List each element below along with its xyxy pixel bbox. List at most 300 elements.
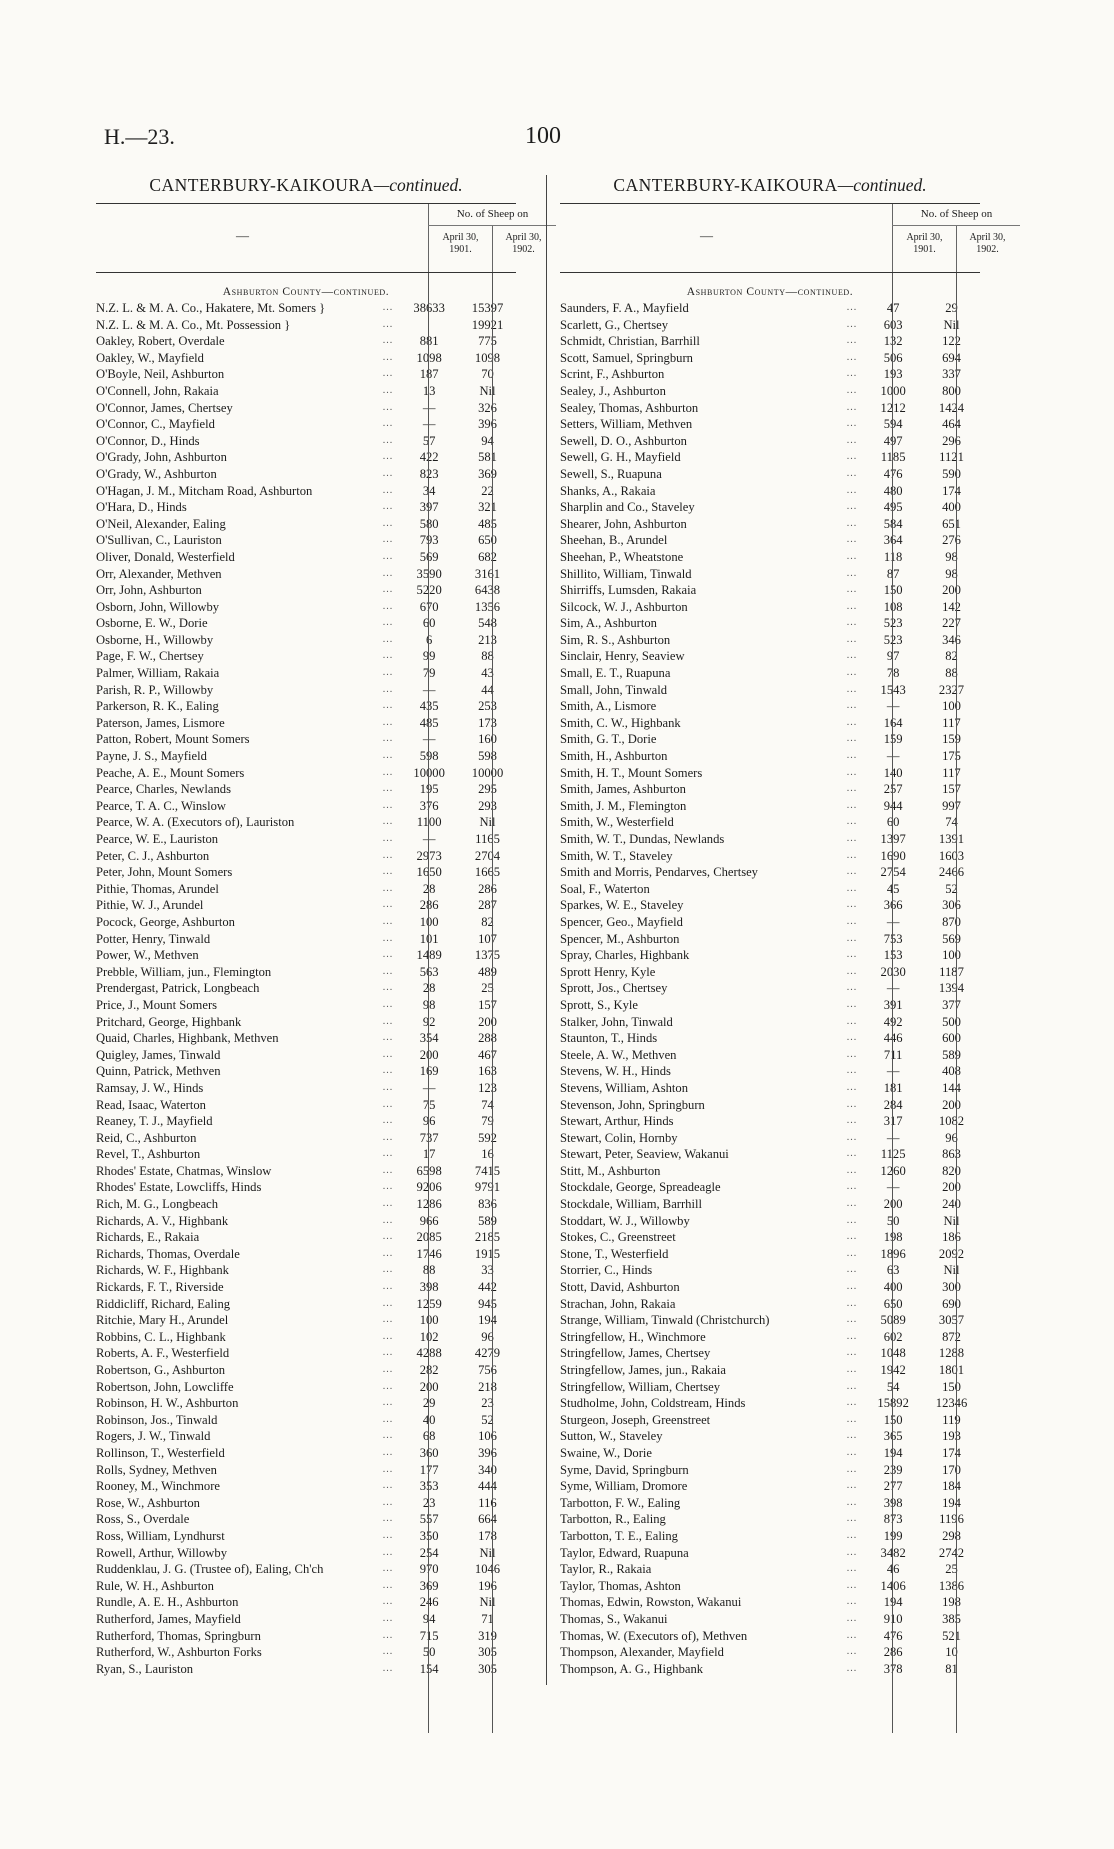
table-row <box>96 449 516 466</box>
sheep-1902-cell: 298 <box>942 1528 961 1543</box>
sheep-1902-cell: 1801 <box>938 1363 965 1377</box>
sheep-1902-cell: 276 <box>942 533 961 548</box>
leader-dots: ... <box>382 467 394 479</box>
owner-name: Rutherford, James, Mayfield <box>96 1612 244 1626</box>
owner-name: Robinson, Jos., Tinwald <box>96 1413 220 1427</box>
sheep-1902-cell: 300 <box>942 1280 961 1295</box>
owner-name: Osborn, John, Willowby <box>96 600 222 614</box>
sheep-1901-cell: 1125 <box>880 1147 906 1162</box>
sheep-1902-cell: 1356 <box>474 599 501 614</box>
owner-name: Smith, J. M., Flemington <box>560 799 689 813</box>
leader-dots: ... <box>846 1579 858 1591</box>
owner-name-cell <box>560 549 863 566</box>
table-row <box>560 765 980 782</box>
owner-name: Pithie, W. J., Arundel <box>96 898 206 912</box>
owner-name-cell <box>96 1014 399 1031</box>
sheep-1901-cell: 78 <box>886 666 900 681</box>
leader-dots: ... <box>382 1115 394 1127</box>
sheep-1902-cell: 288 <box>478 1031 497 1046</box>
owner-name: Setters, William, Methven <box>560 417 695 431</box>
sheep-1901-cell: 50 <box>886 1213 900 1228</box>
owner-name: Oliver, Donald, Westerfield <box>96 550 238 564</box>
leader-dots: ... <box>846 849 858 861</box>
sheep-1901-cell: 1000 <box>880 383 906 398</box>
april-1901-header: April 30, 1901. <box>906 232 943 255</box>
leader-dots: ... <box>846 1081 858 1093</box>
leader-dots: ... <box>846 401 858 413</box>
sheep-1902-cell: Nil <box>479 383 496 398</box>
sheep-1901-cell: — <box>422 832 436 846</box>
leader-dots: ... <box>846 866 858 878</box>
sheep-1901-cell: 1098 <box>416 350 442 365</box>
leader-dots: ... <box>846 1330 858 1342</box>
sheep-1901-cell: 177 <box>419 1462 439 1477</box>
table-row <box>560 1495 980 1512</box>
sheep-1902-cell: 194 <box>942 1495 961 1510</box>
sheep-1902-cell: 25 <box>945 1562 958 1577</box>
table-row <box>96 798 516 815</box>
table-row <box>560 897 980 914</box>
owner-name-cell <box>96 466 399 483</box>
table-row <box>560 466 980 483</box>
owner-name: Spencer, M., Ashburton <box>560 932 682 946</box>
sheep-1901-cell: 198 <box>883 1230 903 1245</box>
owner-name: Sewell, S., Ruapuna <box>560 467 665 481</box>
sheep-1902-cell: 800 <box>942 383 961 398</box>
sheep-1901-cell: 23 <box>422 1495 436 1510</box>
leader-dots: ... <box>382 1164 394 1176</box>
owner-name: Robertson, G., Ashburton <box>96 1363 228 1377</box>
owner-name-cell <box>560 798 863 815</box>
sheep-1901-cell: 650 <box>883 1296 903 1311</box>
owner-name-cell <box>560 1578 863 1595</box>
owner-name-cell <box>96 549 399 566</box>
sheep-1901-cell: 881 <box>419 334 439 349</box>
table-row <box>560 1279 980 1296</box>
sheep-1901-cell: 365 <box>883 1429 903 1444</box>
owner-name-cell <box>560 1628 863 1645</box>
table-row <box>560 566 980 583</box>
table-row <box>560 1163 980 1180</box>
owner-name: Stoddart, W. J., Willowby <box>560 1214 693 1228</box>
owner-name: Sealey, J., Ashburton <box>560 384 669 398</box>
table-row <box>560 1628 980 1645</box>
sheep-1902-cell: 1165 <box>475 832 500 846</box>
sheep-1901-cell: 150 <box>883 583 903 598</box>
table-row <box>96 366 516 383</box>
sheep-1902-cell: 775 <box>478 334 497 349</box>
april-1902-header: April 30, 1902. <box>969 232 1006 255</box>
sheep-1901-cell: 97 <box>886 649 900 664</box>
sheep-1901-cell: 60 <box>886 815 900 830</box>
table-row <box>560 715 980 732</box>
leader-dots: ... <box>846 384 858 396</box>
sheep-1901-cell: 970 <box>419 1562 439 1577</box>
owner-name-cell <box>560 814 863 831</box>
owner-name-cell <box>96 499 399 516</box>
sheep-1902-cell: 489 <box>478 964 497 979</box>
sheep-1902-cell: 98 <box>945 549 958 564</box>
leader-dots: ... <box>382 1513 394 1525</box>
owner-name: Oakley, W., Mayfield <box>96 351 207 365</box>
leader-dots: ... <box>382 633 394 645</box>
sheep-1902-cell: 25 <box>481 981 494 996</box>
table-row <box>560 997 980 1014</box>
sheep-1901-cell: 63 <box>886 1263 900 1278</box>
leader-dots: ... <box>382 1347 394 1359</box>
table-row <box>560 1661 980 1678</box>
sheep-1901-cell: 485 <box>419 715 439 730</box>
owner-name-cell <box>96 964 399 981</box>
owner-name-cell <box>560 864 863 881</box>
table-row <box>96 333 516 350</box>
sheep-1901-cell: 711 <box>883 1047 903 1062</box>
owner-name-cell <box>560 400 863 417</box>
owner-name-cell <box>96 1047 399 1064</box>
owner-name: Stevens, W. H., Hinds <box>560 1064 674 1078</box>
owner-name-cell <box>96 1611 399 1628</box>
sheep-1902-cell: 600 <box>942 1031 961 1046</box>
table-row <box>96 648 516 665</box>
owner-name-cell <box>96 1345 399 1362</box>
sheep-1902-cell: 346 <box>942 632 961 647</box>
owner-name: Thompson, A. G., Highbank <box>560 1662 706 1676</box>
sheep-1901-cell: 101 <box>419 931 439 946</box>
leader-dots: ... <box>382 700 394 712</box>
table-row <box>96 1495 516 1512</box>
leader-dots: ... <box>846 965 858 977</box>
sheep-1901-cell: 492 <box>883 1014 903 1029</box>
table-row <box>560 1213 980 1230</box>
table-row <box>96 1196 516 1213</box>
table-row <box>560 1047 980 1064</box>
owner-name-cell <box>96 366 399 383</box>
owner-name-cell <box>560 599 863 616</box>
sheep-1902-cell: 650 <box>478 533 497 548</box>
leader-dots: ... <box>846 1546 858 1558</box>
owner-name: Prebble, William, jun., Flemington <box>96 965 274 979</box>
sheep-1902-cell: 1098 <box>474 350 501 365</box>
owner-name-cell <box>96 400 399 417</box>
column-title <box>96 175 516 203</box>
table-row <box>96 1594 516 1611</box>
sheep-1901-cell: 50 <box>422 1645 436 1660</box>
owner-name-cell <box>560 582 863 599</box>
owner-name: Syme, David, Springburn <box>560 1463 692 1477</box>
owner-name-cell <box>96 566 399 583</box>
header-rule <box>428 225 556 226</box>
sheep-1901-cell: 366 <box>883 898 903 913</box>
owner-name: Smith, James, Ashburton <box>560 782 689 796</box>
sheep-1902-cell: 194 <box>478 1313 497 1328</box>
leader-dots: ... <box>382 816 394 828</box>
owner-name-cell <box>560 1412 863 1429</box>
owner-name-cell <box>96 864 399 881</box>
sheep-1901-cell: 594 <box>883 417 903 432</box>
leader-dots: ... <box>846 700 858 712</box>
owner-name: Thomas, Edwin, Rowston, Wakanui <box>560 1595 744 1609</box>
table-row <box>560 1063 980 1080</box>
leader-dots: ... <box>846 1612 858 1624</box>
table-row <box>96 1528 516 1545</box>
owner-name-cell <box>560 416 863 433</box>
table-row <box>560 980 980 997</box>
sheep-1901-cell: 159 <box>883 732 903 747</box>
owner-name: Orr, Alexander, Methven <box>96 567 225 581</box>
leader-dots: ... <box>846 667 858 679</box>
table-row <box>560 1445 980 1462</box>
sheep-1901-cell: 29 <box>422 1396 436 1411</box>
owner-name: Richards, A. V., Highbank <box>96 1214 231 1228</box>
sheep-1902-cell: 175 <box>942 749 961 764</box>
leader-dots: ... <box>846 1015 858 1027</box>
table-row <box>96 980 516 997</box>
owner-name-cell <box>96 615 399 632</box>
sheep-1901-cell: 1896 <box>880 1246 906 1261</box>
owner-name: Rutherford, W., Ashburton Forks <box>96 1645 265 1659</box>
sheep-1901-cell: 3590 <box>416 566 442 581</box>
sheep-1901-cell: 99 <box>422 649 436 664</box>
sheep-1902-cell: 15397 <box>471 301 504 315</box>
owner-name-cell <box>560 1561 863 1578</box>
sheep-1902-cell: 253 <box>478 699 497 714</box>
owner-name: Small, John, Tinwald <box>560 683 670 697</box>
owner-name: Scarlett, G., Chertsey <box>560 318 671 332</box>
table-row <box>96 781 516 798</box>
leader-dots: ... <box>846 484 858 496</box>
table-row <box>560 1644 980 1661</box>
sheep-1901-cell: 286 <box>883 1645 903 1660</box>
sheep-1902-cell: 186 <box>942 1230 961 1245</box>
table-row <box>560 1578 980 1595</box>
sheep-1902-cell: 22 <box>481 483 494 498</box>
owner-name: Stewart, Arthur, Hinds <box>560 1114 677 1128</box>
table-header <box>96 203 542 273</box>
leader-dots: ... <box>846 1646 858 1658</box>
leader-dots: ... <box>382 1364 394 1375</box>
owner-name: Sewell, G. H., Mayfield <box>560 450 684 464</box>
owner-name-cell <box>560 931 863 948</box>
sheep-1901-cell: — <box>422 417 436 432</box>
leader-dots: ... <box>382 965 394 977</box>
table-row <box>560 1594 980 1611</box>
owner-name-cell <box>96 881 399 898</box>
sheep-1902-cell: 88 <box>945 666 958 681</box>
leader-dots: ... <box>382 584 394 596</box>
sheep-1902-cell: 12346 <box>935 1396 968 1411</box>
sheep-1902-cell: Nil <box>479 815 496 830</box>
owner-name-cell <box>560 1511 863 1528</box>
owner-name-cell <box>96 1246 399 1263</box>
owner-name-cell <box>560 648 863 665</box>
table-row <box>560 1428 980 1445</box>
sheep-1902-cell: 1288 <box>938 1346 965 1361</box>
owner-name: Swaine, W., Dorie <box>560 1446 655 1460</box>
leader-dots: ... <box>382 799 394 811</box>
owner-name: Tarbotton, T. E., Ealing <box>560 1529 681 1543</box>
sheep-1901-cell: — <box>422 732 436 747</box>
sheep-1901-cell: 6 <box>426 632 433 647</box>
leader-dots: ... <box>382 1264 394 1276</box>
sheep-1902-cell: 119 <box>942 1412 961 1427</box>
county-heading: Ashburton County—continued. <box>222 286 390 298</box>
owner-name-cell <box>96 532 399 549</box>
sheep-1902-cell: 44 <box>481 682 494 697</box>
leader-dots: ... <box>846 650 858 662</box>
owner-name: Parish, R. P., Willowby <box>96 683 216 697</box>
owner-name: Robbins, C. L., Highbank <box>96 1330 229 1344</box>
owner-name-cell <box>96 1428 399 1445</box>
owner-name-cell <box>560 532 863 549</box>
leader-dots: ... <box>382 1181 394 1193</box>
sheep-1902-cell: 198 <box>942 1595 961 1610</box>
table-row <box>96 566 516 583</box>
leader-dots: ... <box>846 750 858 762</box>
leader-dots: ... <box>382 418 394 430</box>
owner-name: Sheehan, B., Arundel <box>560 533 670 547</box>
table-row <box>560 1312 980 1329</box>
sheep-1902-cell: 200 <box>942 1180 961 1195</box>
owner-name: Smith, C. W., Highbank <box>560 716 684 730</box>
owner-name: Sim, A., Ashburton <box>560 616 660 630</box>
owner-name: Stockdale, William, Barrhill <box>560 1197 705 1211</box>
sheep-1902-cell: 173 <box>478 715 497 730</box>
sheep-1901-cell: — <box>422 1080 436 1095</box>
sheep-1901-cell: 100 <box>419 914 439 929</box>
owner-name: Schmidt, Christian, Barrhill <box>560 334 703 348</box>
owner-name: Stewart, Peter, Seaview, Wakanui <box>560 1147 732 1161</box>
table-row <box>96 1428 516 1445</box>
table-row <box>560 1511 980 1528</box>
sheep-1901-cell: 1259 <box>416 1296 442 1311</box>
owner-name: Sprott, Jos., Chertsey <box>560 981 670 995</box>
sheep-1902-cell: 43 <box>481 666 494 681</box>
sheep-1901-cell: 194 <box>883 1445 903 1460</box>
sheep-1902-cell: 2327 <box>938 682 965 697</box>
owner-name-cell <box>96 1412 399 1429</box>
sheep-1901-cell: 153 <box>883 948 903 963</box>
sheep-1901-cell: 1397 <box>880 832 906 846</box>
owner-name: Stockdale, George, Spreadeagle <box>560 1180 724 1194</box>
sheep-1902-cell: 2466 <box>938 865 965 880</box>
column-divider <box>428 273 429 1733</box>
table-row <box>96 1262 516 1279</box>
table-row <box>96 1644 516 1661</box>
owner-name: N.Z. L. & M. A. Co., Mt. Possession } <box>96 318 293 332</box>
sheep-1901-cell: 603 <box>883 317 903 332</box>
leader-dots: ... <box>382 1048 394 1060</box>
sheep-1902-cell: 682 <box>478 549 497 564</box>
owner-name-cell <box>96 781 399 798</box>
owner-name: Tarbotton, R., Ealing <box>560 1512 669 1526</box>
sheep-1901-cell: 9206 <box>416 1180 442 1195</box>
sheep-1901-cell: 40 <box>422 1412 436 1427</box>
owner-name-cell <box>560 1661 863 1678</box>
table-row <box>560 1362 980 1379</box>
table-row <box>96 748 516 765</box>
owner-name-cell <box>560 1097 863 1114</box>
table-row <box>560 1379 980 1396</box>
owner-name-cell <box>560 1611 863 1628</box>
sheep-1901-cell: 1100 <box>416 815 442 830</box>
table-row <box>560 449 980 466</box>
owner-name-cell <box>96 449 399 466</box>
sheep-1901-cell: 92 <box>422 1014 436 1029</box>
sheep-1902-cell: 377 <box>942 997 961 1012</box>
leader-dots: ... <box>846 1380 858 1392</box>
owner-name-cell <box>96 317 399 334</box>
table-row <box>560 1561 980 1578</box>
sheep-1902-cell: 664 <box>478 1512 497 1527</box>
sheep-1902-cell: 200 <box>942 583 961 598</box>
owner-name: Stringfellow, James, Chertsey <box>560 1346 713 1360</box>
owner-name-cell <box>560 566 863 583</box>
owner-name: Shearer, John, Ashburton <box>560 517 690 531</box>
sheep-1901-cell: 239 <box>883 1462 903 1477</box>
leader-dots: ... <box>382 866 394 878</box>
leader-dots: ... <box>382 1430 394 1442</box>
sheep-1902-cell: 7415 <box>474 1163 501 1178</box>
owner-name: Stalker, John, Tinwald <box>560 1015 676 1029</box>
sheep-1901-cell: 369 <box>419 1578 439 1593</box>
leader-dots: ... <box>846 833 858 844</box>
leader-dots: ... <box>846 1131 858 1143</box>
table-row <box>96 632 516 649</box>
sheep-1901-cell: 670 <box>419 599 439 614</box>
table-rows <box>560 300 980 1677</box>
owner-name-cell <box>560 1047 863 1064</box>
sheep-1902-cell: 521 <box>942 1628 961 1643</box>
leader-dots: ... <box>382 302 394 313</box>
owner-name: Smith, W. T., Dundas, Newlands <box>560 832 727 846</box>
owner-name-cell <box>560 516 863 533</box>
owner-name: Sprott, S., Kyle <box>560 998 641 1012</box>
leader-dots: ... <box>846 434 858 446</box>
sheep-1902-cell: 1046 <box>474 1562 501 1577</box>
owner-name: Smith, G. T., Dorie <box>560 732 659 746</box>
sheep-1901-cell: 6598 <box>416 1163 442 1178</box>
owner-name: O'Connor, D., Hinds <box>96 434 203 448</box>
sheep-1901-cell: 1942 <box>880 1363 906 1377</box>
owner-name: Smith, W. T., Staveley <box>560 849 676 863</box>
leader-dots: ... <box>382 667 394 679</box>
sheep-1901-cell: 1185 <box>880 450 906 465</box>
leader-dots: ... <box>382 1563 394 1575</box>
sheep-1901-cell: 1286 <box>416 1197 442 1212</box>
leader-dots: ... <box>382 401 394 413</box>
sheep-1901-cell: — <box>886 1064 900 1079</box>
sheep-1901-cell: 1212 <box>880 400 906 415</box>
table-row <box>96 1345 516 1362</box>
owner-name-cell <box>96 947 399 964</box>
table-row <box>96 1445 516 1462</box>
sheep-1901-cell: 140 <box>883 765 903 780</box>
sheep-1902-cell: 184 <box>942 1479 961 1494</box>
owner-name-cell <box>560 1428 863 1445</box>
leader-dots: ... <box>382 1480 394 1492</box>
sheep-1901-cell: 4288 <box>416 1346 442 1361</box>
sheep-1901-cell: 54 <box>886 1379 900 1394</box>
table-row <box>560 682 980 699</box>
table-rows <box>96 300 516 1677</box>
owner-name: Read, Isaac, Waterton <box>96 1098 209 1112</box>
leader-dots: ... <box>382 1546 394 1558</box>
table-row <box>96 682 516 699</box>
owner-name: Rollinson, T., Westerfield <box>96 1446 228 1460</box>
sheep-1902-cell: 1375 <box>474 948 501 963</box>
table-row <box>96 599 516 616</box>
table-row <box>560 748 980 765</box>
